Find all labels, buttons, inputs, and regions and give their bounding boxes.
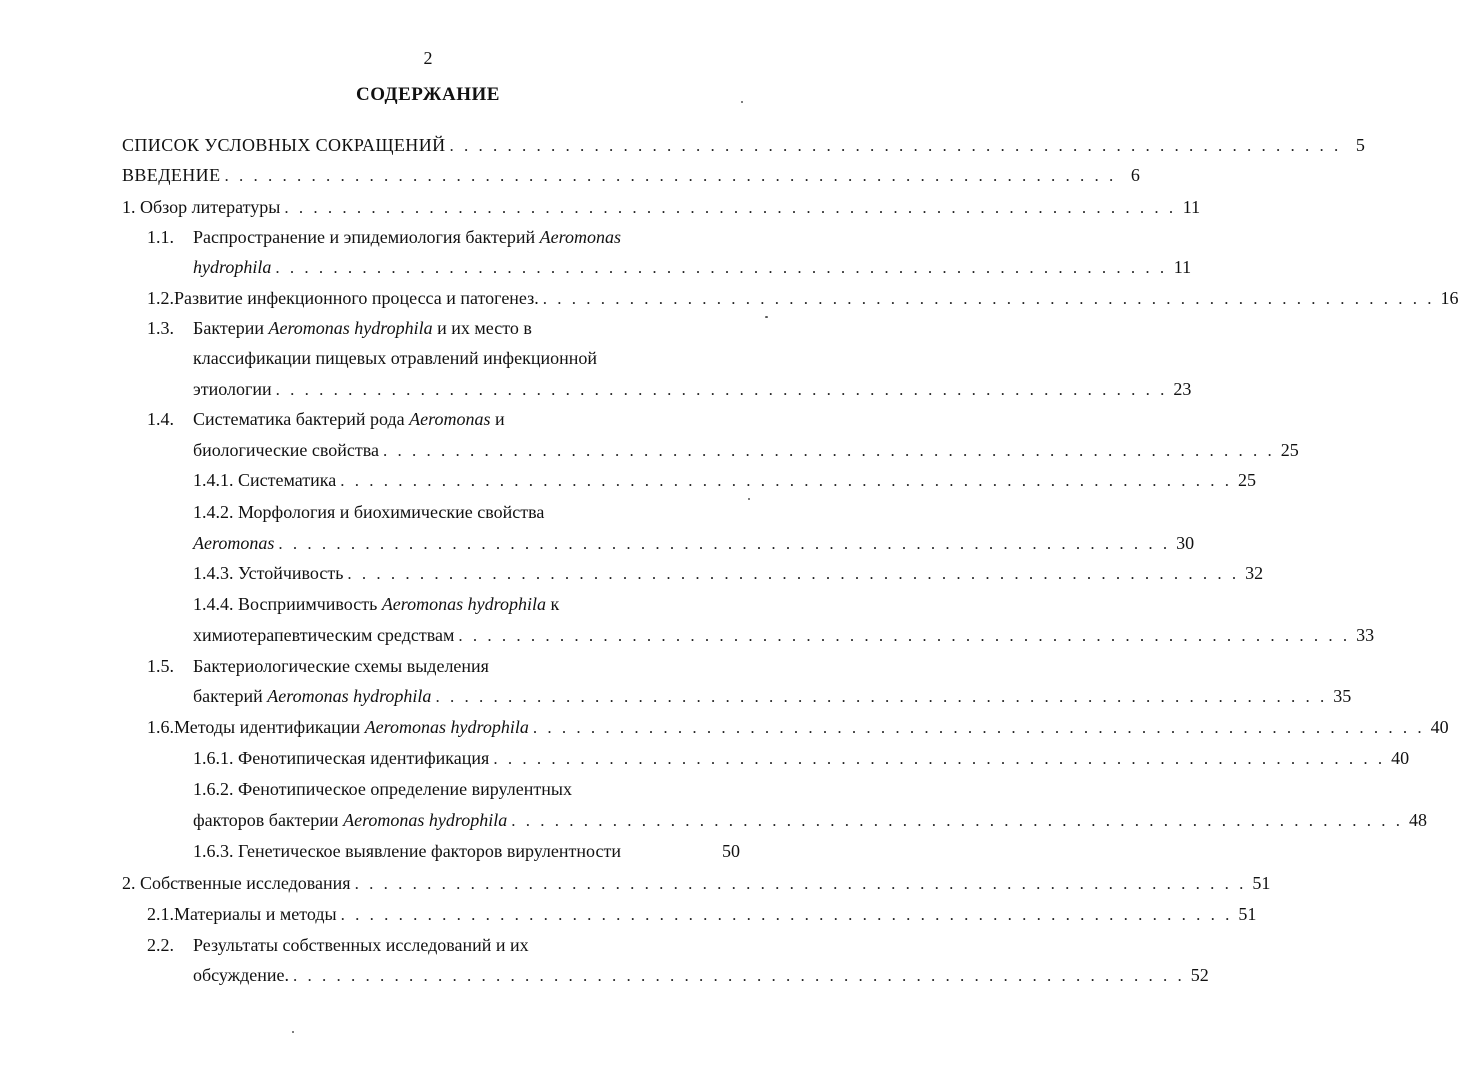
leader-dots: . . . . . . . . . . . . . . . . . . . . . . . . . . . . . . . . . . . . . . . . . . . . . . . . . . . . . . . . . . . . . . (532, 718, 1425, 737)
leader-dots: . . . . . . . . . . . . . . . . . . . . . . . . . . . . . . . . . . . . . . . . . . . . . . . . . . . . . . . . . . . . . . (293, 966, 1185, 985)
toc-entry-title-end: и их место в (437, 318, 532, 338)
toc-entry-2-2[interactable] (147, 930, 740, 960)
toc-entry-page: 25 (1238, 470, 1256, 490)
toc-entry-title: Развитие инфекционного процесса и патогенез. (174, 288, 539, 308)
leader-dots: . . . . . . . . . . . . . . . . . . . . . . . . . . . . . . . . . . . . . . . . . . . . . . . . . . . . . . . . . . . . . . (435, 687, 1328, 706)
toc-entry-1-3-cont2[interactable] (193, 374, 1192, 404)
toc-entry-title: 1.6.3. Генетическое выявление факторов вирулентности (193, 841, 621, 861)
page-title: СОДЕРЖАНИЕ (356, 84, 500, 105)
toc-entry-number: 1.6. (147, 717, 174, 737)
toc-entry-1-6-2[interactable] (193, 774, 740, 804)
toc-entry-number: 2. (122, 873, 136, 893)
toc-entry-abbreviations[interactable] (122, 130, 1366, 160)
toc-entry-title-end: к (550, 594, 560, 614)
toc-entry-page: 6 (1130, 165, 1141, 185)
toc-entry-1-4-2-cont[interactable] (193, 528, 1195, 558)
toc-entry-title: 1.4.4. Восприимчивость (193, 594, 378, 614)
toc-entry-title: химиотерапевтическим средствам (193, 625, 455, 645)
toc-entry-number: 1.2. (147, 288, 174, 308)
leader-dots: . . . . . . . . . . . . . . . . . . . . . . . . . . . . . . . . . . . . . . . . . . . . . . . . . . . . . . . . . . . . . . (542, 289, 1435, 308)
toc-entry-1-4-3[interactable] (193, 558, 1264, 588)
toc-entry-title: этиологии (193, 379, 272, 399)
leader-dots: . . . . . . . . . . . . . . . . . . . . . . . . . . . . . . . . . . . . . . . . . . . . . . . . . . . . . . . . . . . . . . (275, 380, 1168, 399)
toc-entry-number: 1.4. (147, 409, 174, 429)
toc-entry-page: 33 (1356, 625, 1375, 645)
toc-entry-2[interactable] (122, 868, 1271, 898)
leader-dots: . . . . . . . . . . . . . . . . . . . . . . . . . . . . . . . . . . . . . . . . . . . . . . . . . . . . . . . . . . . . . . (278, 534, 1171, 553)
toc-entry-page: 40 (1391, 748, 1410, 768)
toc-entry-number: 1.5. (147, 656, 174, 676)
leader-dots: . . . . . . . . . . . . . . . . . . . . . . . . . . . . . . . . . . . . . . . . . . . . . . . . . . . . . . . . . . . . . . (340, 905, 1233, 924)
leader-dots: . . . . . . . . . . . . . . . . . . . . . . . . . . . . . . . . . . . . . . . . . . . . . . . . . . . . . . . . . . . . . . (458, 626, 1351, 645)
toc-entry-italic: Aeromonas (193, 533, 275, 553)
toc-entry-title: Собственные исследования (140, 873, 351, 893)
toc-entry-title: Бактерии (193, 318, 264, 338)
toc-entry-italic: Aeromonas hydrophila (381, 594, 546, 614)
toc-entry-1-4[interactable] (147, 404, 740, 434)
toc-entry-title: факторов бактерии (193, 810, 339, 830)
toc-entry-1-3[interactable] (147, 313, 740, 343)
toc-entry-page: 40 (1430, 717, 1449, 737)
toc-entry-title: Методы идентификации (174, 717, 361, 737)
toc-entry-page: 48 (1408, 810, 1427, 830)
toc-entry-page: 5 (1355, 135, 1366, 155)
toc-entry-title: 1.4.3. Устойчивость (193, 563, 344, 583)
toc-entry-1-5[interactable] (147, 651, 740, 681)
toc-entry-italic: Aeromonas hydrophila (268, 318, 433, 338)
toc-entry-italic: Aeromonas (409, 409, 491, 429)
toc-entry-2-2-cont[interactable] (193, 960, 1209, 990)
scan-speck (292, 1031, 294, 1033)
toc-entry-title: 1.4.1. Систематика (193, 470, 337, 490)
toc-entry-title-end: и (494, 409, 505, 429)
toc-entry-title: Материалы и методы (174, 904, 337, 924)
toc-entry-1[interactable] (122, 192, 1201, 222)
scan-speck (748, 498, 750, 500)
toc-entry-1-6-3[interactable] (193, 836, 740, 866)
toc-entry-title: Распространение и эпидемиология бактерий (193, 227, 536, 247)
toc-entry-2-1[interactable] (147, 899, 1257, 929)
toc-entry-1-6-1[interactable] (193, 743, 1410, 773)
leader-dots: . . . . . . . . . . . . . . . . . . . . . . . . . . . . . . . . . . . . . . . . . . . . . . . . . . . . . . . . . . . . . . (284, 198, 1177, 217)
toc-entry-1-2[interactable] (147, 283, 1459, 313)
toc-entry-1-1[interactable] (147, 222, 740, 252)
leader-dots: . . . . . . . . . . . . . . . . . . . . . . . . . . . . . . . . . . . . . . . . . . . . . . . . . . . . . . . . . . . . . . (449, 136, 1342, 155)
toc-entry-1-4-1[interactable] (193, 465, 1256, 495)
scan-speck (741, 101, 743, 103)
toc-entry-introduction[interactable] (122, 160, 1141, 190)
toc-entry-title: СПИСОК УСЛОВНЫХ СОКРАЩЕНИЙ (122, 135, 446, 155)
toc-entry-title: Результаты собственных исследований и их (193, 935, 529, 955)
toc-entry-page: 11 (1173, 257, 1192, 277)
toc-entry-title: Бактериологические схемы выделения (193, 656, 489, 676)
toc-entry-1-3-cont[interactable] (193, 343, 740, 373)
toc-entry-1-4-2[interactable] (193, 497, 740, 527)
leader-dots: . . . . . . . . . . . . . . . . . . . . . . . . . . . . . . . . . . . . . . . . . . . . . . . . . . . . . . . . . . . . . . (383, 441, 1275, 460)
toc-entry-number: 2.1. (147, 904, 174, 924)
toc-entry-page: 30 (1176, 533, 1195, 553)
leader-dots: . . . . . . . . . . . . . . . . . . . . . . . . . . . . . . . . . . . . . . . . . . . . . . . . . . . . . . . . . . . . . . (354, 874, 1247, 893)
toc-entry-title: 1.6.2. Фенотипическое определение вирулентных (193, 779, 572, 799)
toc-entry-title: ВВЕДЕНИЕ (122, 165, 221, 185)
toc-entry-title: Обзор литературы (140, 197, 281, 217)
toc-entry-title: 1.4.2. Морфология и биохимические свойства (193, 502, 545, 522)
toc-entry-1-4-cont[interactable] (193, 435, 1299, 465)
leader-dots: . . . . . . . . . . . . . . . . . . . . . . . . . . . . . . . . . . . . . . . . . . . . . . . . . . . . . . . . . . . . . . (511, 811, 1403, 830)
toc-entry-1-1-cont[interactable] (193, 252, 1192, 282)
toc-entry-page: 50 (722, 841, 740, 861)
toc-entry-page: 51 (1252, 873, 1271, 893)
leader-dots: . . . . . . . . . . . . . . . . . . . . . . . . . . . . . . . . . . . . . . . . . . . . . . . . . . . . . . . . . . . . . . (275, 258, 1168, 277)
toc-entry-title: 1.6.1. Фенотипическая идентификация (193, 748, 490, 768)
leader-dots: . . . . . . . . . . . . . . . . . . . . . . . . . . . . . . . . . . . . . . . . . . . . . . . . . . . . . . . . . . . . . . (224, 166, 1117, 185)
toc-entry-page: 11 (1182, 197, 1201, 217)
toc-entry-title: классификации пищевых отравлений инфекционной (193, 348, 597, 368)
toc-entry-page: 52 (1190, 965, 1209, 985)
toc-entry-page: 16 (1440, 288, 1459, 308)
toc-entry-page: 23 (1173, 379, 1192, 399)
toc-entry-number: 1.3. (147, 318, 174, 338)
toc-entry-italic: Aeromonas hydrophila (343, 810, 508, 830)
toc-entry-1-6[interactable] (147, 712, 1449, 742)
toc-entry-italic: Aeromonas hydrophila (364, 717, 529, 737)
toc-entry-page: 51 (1238, 904, 1257, 924)
toc-entry-italic: hydrophila (193, 257, 272, 277)
toc-entry-1-5-cont[interactable] (193, 681, 1352, 711)
toc-entry-number: 1. (122, 197, 136, 217)
leader-dots: . . . . . . . . . . . . . . . . . . . . . . . . . . . . . . . . . . . . . . . . . . . . . . . . . . . . . . . . . . . . . . (347, 564, 1240, 583)
toc-entry-page: 25 (1280, 440, 1299, 460)
toc-entry-1-4-4[interactable] (193, 589, 740, 619)
toc-entry-title: бактерий (193, 686, 263, 706)
toc-entry-page: 32 (1245, 563, 1264, 583)
scan-speck (765, 316, 768, 318)
toc-entry-italic: Aeromonas (539, 227, 621, 247)
toc-entry-title: обсуждение. (193, 965, 290, 985)
toc-entry-number: 1.1. (147, 227, 174, 247)
toc-entry-page: 35 (1333, 686, 1352, 706)
toc-entry-italic: Aeromonas hydrophila (267, 686, 432, 706)
toc-entry-title: Систематика бактерий рода (193, 409, 405, 429)
leader-dots: . . . . . . . . . . . . . . . . . . . . . . . . . . . . . . . . . . . . . . . . . . . . . . . . . . . . . . . . . . . . . . (340, 471, 1232, 490)
toc-entry-1-6-2-cont[interactable] (193, 805, 1427, 835)
toc-entry-1-4-4-cont[interactable] (193, 620, 1375, 650)
toc-entry-number: 2.2. (147, 935, 174, 955)
page-number: 2 (423, 48, 433, 68)
toc-entry-title: биологические свойства (193, 440, 380, 460)
leader-dots: . . . . . . . . . . . . . . . . . . . . . . . . . . . . . . . . . . . . . . . . . . . . . . . . . . . . . . . . . . . . . . (493, 749, 1386, 768)
